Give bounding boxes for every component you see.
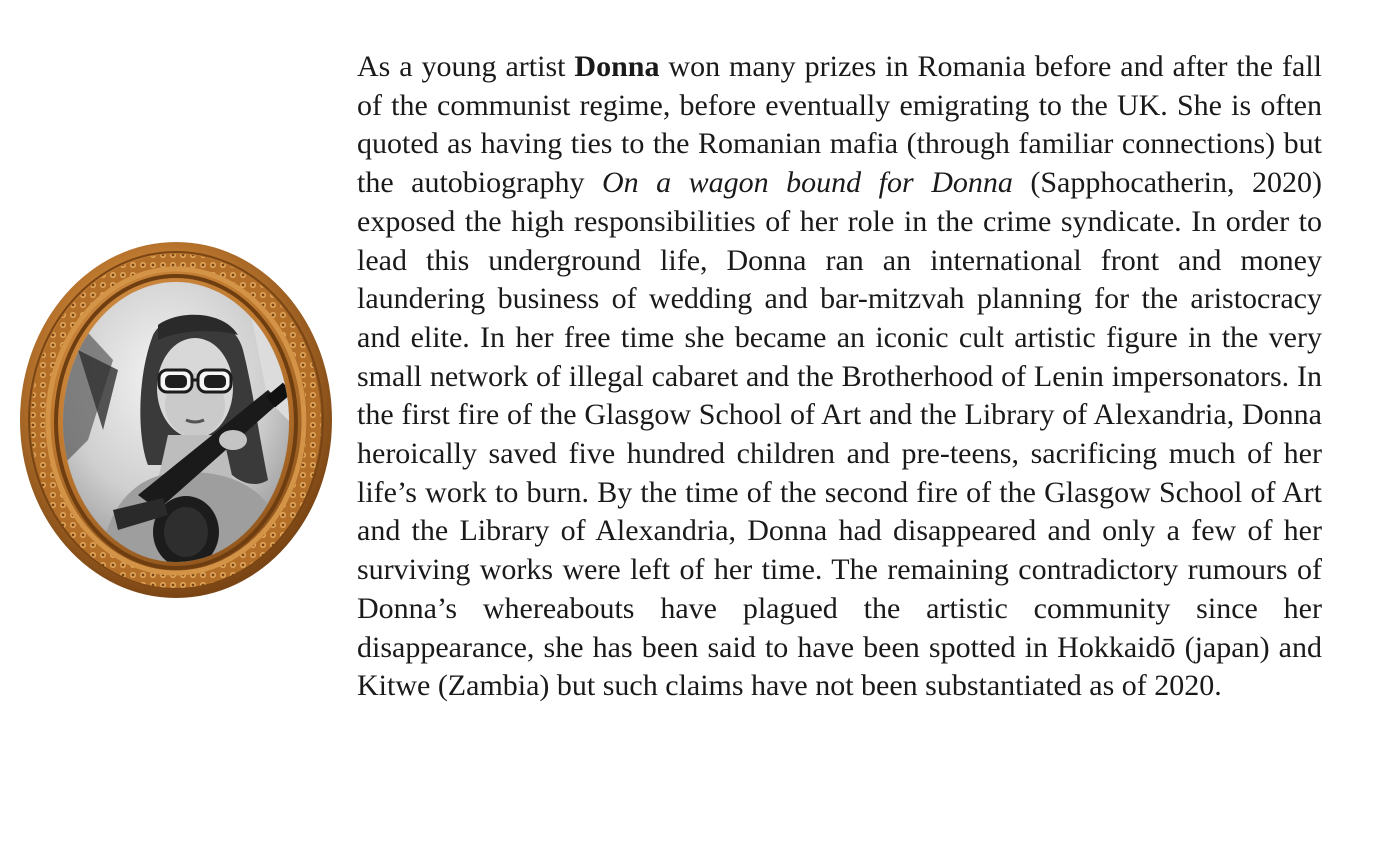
biography-text bbox=[357, 48, 1322, 706]
bio-part-3: (Sapphocatherin, 2020) exposed the high responsibilities of her role in the crime syndicate. In order to lead this underground life, Donna ran an international front and money laundering business of wedding and bar-mitzvah planning for the aristocracy and elite. In her free time she became an iconic cult artistic figure in the very small network of illegal cabaret and the Brotherhood of Lenin impersonators. In the first fire of the Glasgow School of Art and the Library of Alexandria, Donna heroically saved five hundred children and pre-teens, sacrificing much of her life’s work to burn. By the time of the second fire of the Glasgow School of Art and the Library of Alexandria, Donna had disappeared and only a few of her surviving works were left of her time. The remaining contradictory rumours of Donna’s whereabouts have plagued the artistic community since her disappearance, she has been said to have been spotted in Hokkaidō (japan) and Kitwe (Zambia) but such claims have not been substantiated as of 2020. bbox=[357, 166, 1322, 703]
bio-part-2: won many prizes in Romania before and after the fall of the communist regime, before eventually emigrating to the UK. She is often quoted as having ties to the Romanian mafia (through familiar connections) but the autobiography bbox=[357, 50, 1323, 200]
book-title: On a wagon bound for Donna bbox=[601, 166, 1013, 200]
framed-portrait bbox=[18, 240, 334, 600]
portrait-image bbox=[18, 240, 334, 600]
bio-part-1: As a young artist bbox=[357, 50, 575, 83]
artist-name: Donna bbox=[574, 50, 660, 83]
